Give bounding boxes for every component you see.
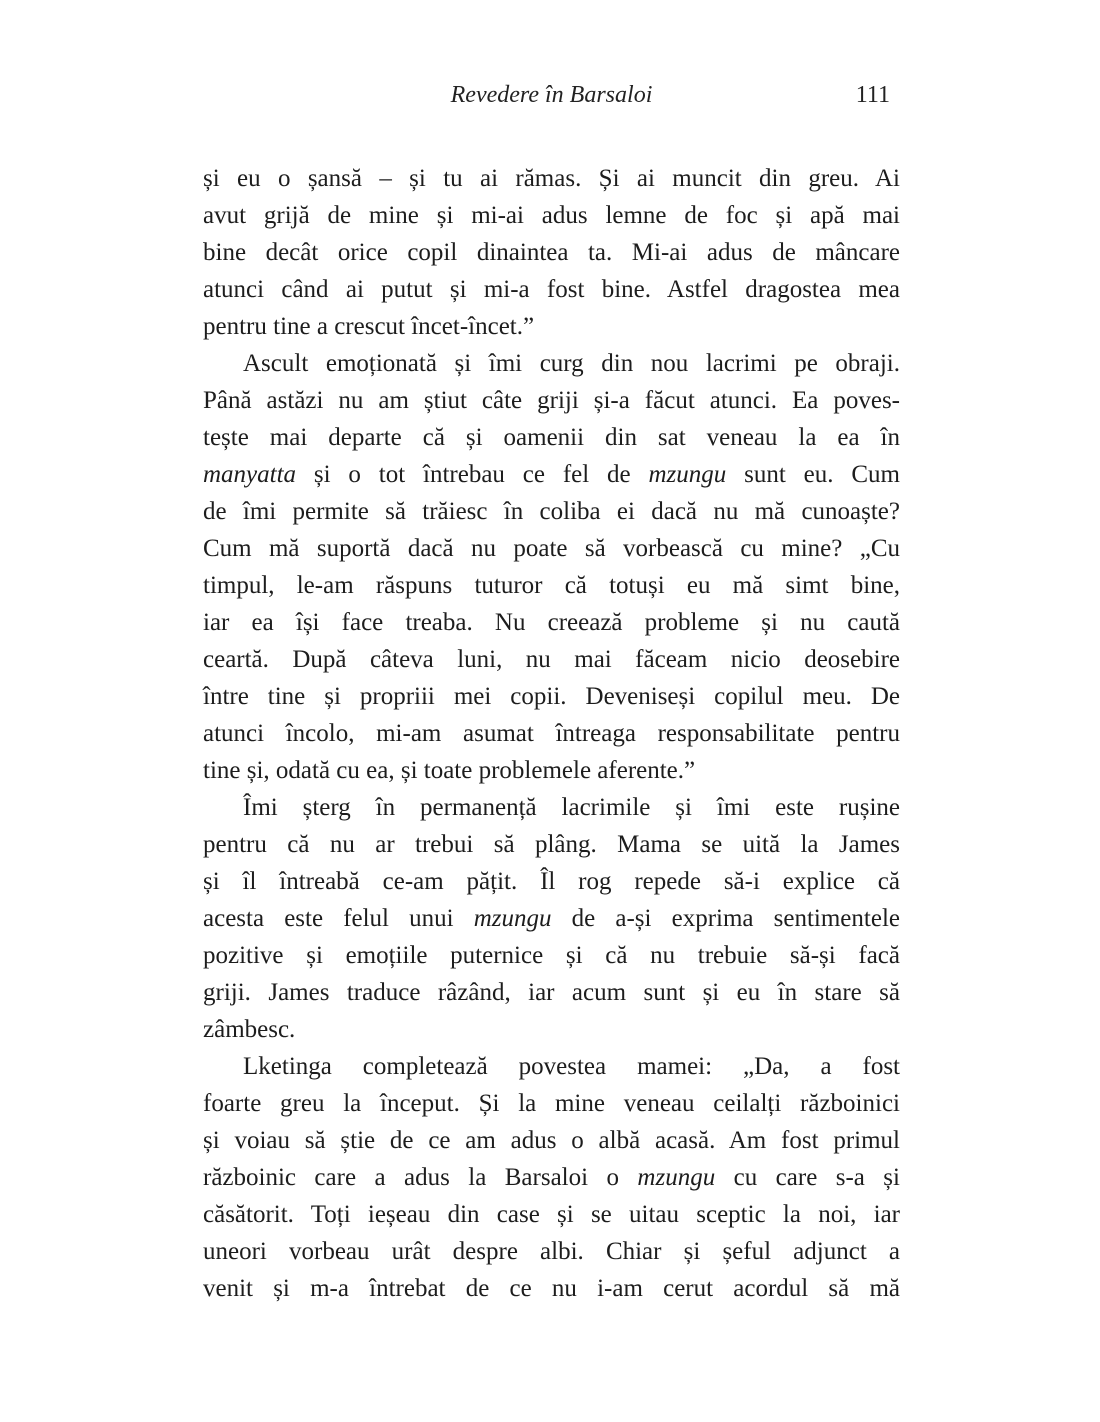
text-segment: tine și, odată cu ea, și toate problemele aferente.” xyxy=(203,757,696,784)
text-line xyxy=(203,271,900,308)
text-segment: pentru tine a crescut încet-încet.” xyxy=(203,313,535,340)
text-segment: acesta este felul unui xyxy=(203,905,474,932)
text-segment: ceartă. După câteva luni, nu mai făceam nicio deosebire xyxy=(203,646,900,673)
text-line xyxy=(203,160,900,197)
text-segment: atunci când ai putut și mi-a fost bine. Astfel dragostea mea xyxy=(203,276,900,303)
text-line xyxy=(203,863,900,900)
text-line xyxy=(203,826,900,863)
text-segment: griji. James traduce râzând, iar acum sunt și eu în stare să xyxy=(203,979,900,1006)
text-segment: sunt eu. Cum xyxy=(726,461,900,488)
running-head-title: Revedere în Barsaloi xyxy=(450,82,653,108)
text-line xyxy=(203,1085,900,1122)
text-line xyxy=(203,530,900,567)
text-segment: Cum mă suportă dacă nu poate să vorbească cu mine? „Cu xyxy=(203,535,900,562)
text-line xyxy=(203,1196,900,1233)
text-segment: cu care s-a și xyxy=(715,1164,900,1191)
text-segment: căsătorit. Toți ieșeau din case și se uitau sceptic la noi, iar xyxy=(203,1201,900,1228)
text-segment: între tine și propriii mei copii. Deveniseși copilul meu. De xyxy=(203,683,900,710)
text-segment: și o tot întrebau ce fel de xyxy=(296,461,649,488)
text-segment: atunci încolo, mi-am asumat întreaga responsabilitate pentru xyxy=(203,720,900,747)
text-segment: foarte greu la început. Și la mine veneau ceilalți războinici xyxy=(203,1090,900,1117)
foreign-term: mzungu xyxy=(648,461,727,488)
text-line xyxy=(203,493,900,530)
text-line xyxy=(203,419,900,456)
text-segment: și îl întreabă ce-am pățit. Îl rog repede să-i explice că xyxy=(203,868,900,895)
text-segment: și eu o șansă – și tu ai rămas. Și ai muncit din greu. Ai xyxy=(203,165,900,192)
text-line xyxy=(203,345,900,382)
text-segment: războinic care a adus la Barsaloi o xyxy=(203,1164,638,1191)
body-text xyxy=(203,160,900,1307)
text-line xyxy=(203,678,900,715)
text-line xyxy=(203,1233,900,1270)
text-line xyxy=(203,604,900,641)
text-line xyxy=(203,715,900,752)
text-line xyxy=(203,641,900,678)
text-segment: zâmbesc. xyxy=(203,1016,296,1043)
text-line xyxy=(203,789,900,826)
text-segment: uneori vorbeau urât despre albi. Chiar și șeful adjunct a xyxy=(203,1238,900,1265)
text-line xyxy=(203,308,900,345)
text-line xyxy=(203,197,900,234)
text-line xyxy=(203,567,900,604)
text-line xyxy=(203,234,900,271)
text-segment: Îmi șterg în permanență lacrimile și îmi este rușine xyxy=(243,794,900,821)
text-line xyxy=(203,1270,900,1307)
text-line xyxy=(203,937,900,974)
text-segment: venit și m-a întrebat de ce nu i-am cerut acordul să mă xyxy=(203,1275,900,1302)
foreign-term: mzungu xyxy=(473,905,552,932)
text-line xyxy=(203,900,900,937)
text-line xyxy=(203,1122,900,1159)
text-segment: de a-și exprima sentimentele xyxy=(551,905,900,932)
text-segment: avut grijă de mine și mi-ai adus lemne de foc și apă mai xyxy=(203,202,900,229)
text-segment: Ascult emoționată și îmi curg din nou lacrimi pe obraji. xyxy=(243,350,900,377)
text-segment: pozitive și emoțiile puternice și că nu trebuie să-și facă xyxy=(203,942,900,969)
text-segment: tește mai departe că și oamenii din sat veneau la ea în xyxy=(203,424,900,451)
text-segment: Până astăzi nu am știut câte griji și-a făcut atunci. Ea poves- xyxy=(203,387,900,414)
foreign-term: manyatta xyxy=(203,461,297,488)
text-segment: iar ea își face treaba. Nu creează probleme și nu caută xyxy=(203,609,900,636)
text-segment: pentru că nu ar trebui să plâng. Mama se uită la James xyxy=(203,831,900,858)
text-segment: timpul, le-am răspuns tuturor că totuși eu mă simt bine, xyxy=(203,572,900,599)
text-line xyxy=(203,1011,900,1048)
text-segment: de îmi permite să trăiesc în coliba ei dacă nu mă cunoaște? xyxy=(203,498,900,525)
text-segment: bine decât orice copil dinaintea ta. Mi-ai adus de mâncare xyxy=(203,239,900,266)
text-line xyxy=(203,752,900,789)
text-line xyxy=(203,382,900,419)
text-line xyxy=(203,1048,900,1085)
text-line xyxy=(203,974,900,1011)
text-line xyxy=(203,456,900,493)
text-segment: Lketinga completează povestea mamei: „Da, a fost xyxy=(243,1053,900,1080)
text-segment: și voiau să știe de ce am adus o albă acasă. Am fost primul xyxy=(203,1127,900,1154)
foreign-term: mzungu xyxy=(637,1164,716,1191)
page-number: 111 xyxy=(855,82,890,108)
text-line xyxy=(203,1159,900,1196)
running-header xyxy=(203,80,900,110)
